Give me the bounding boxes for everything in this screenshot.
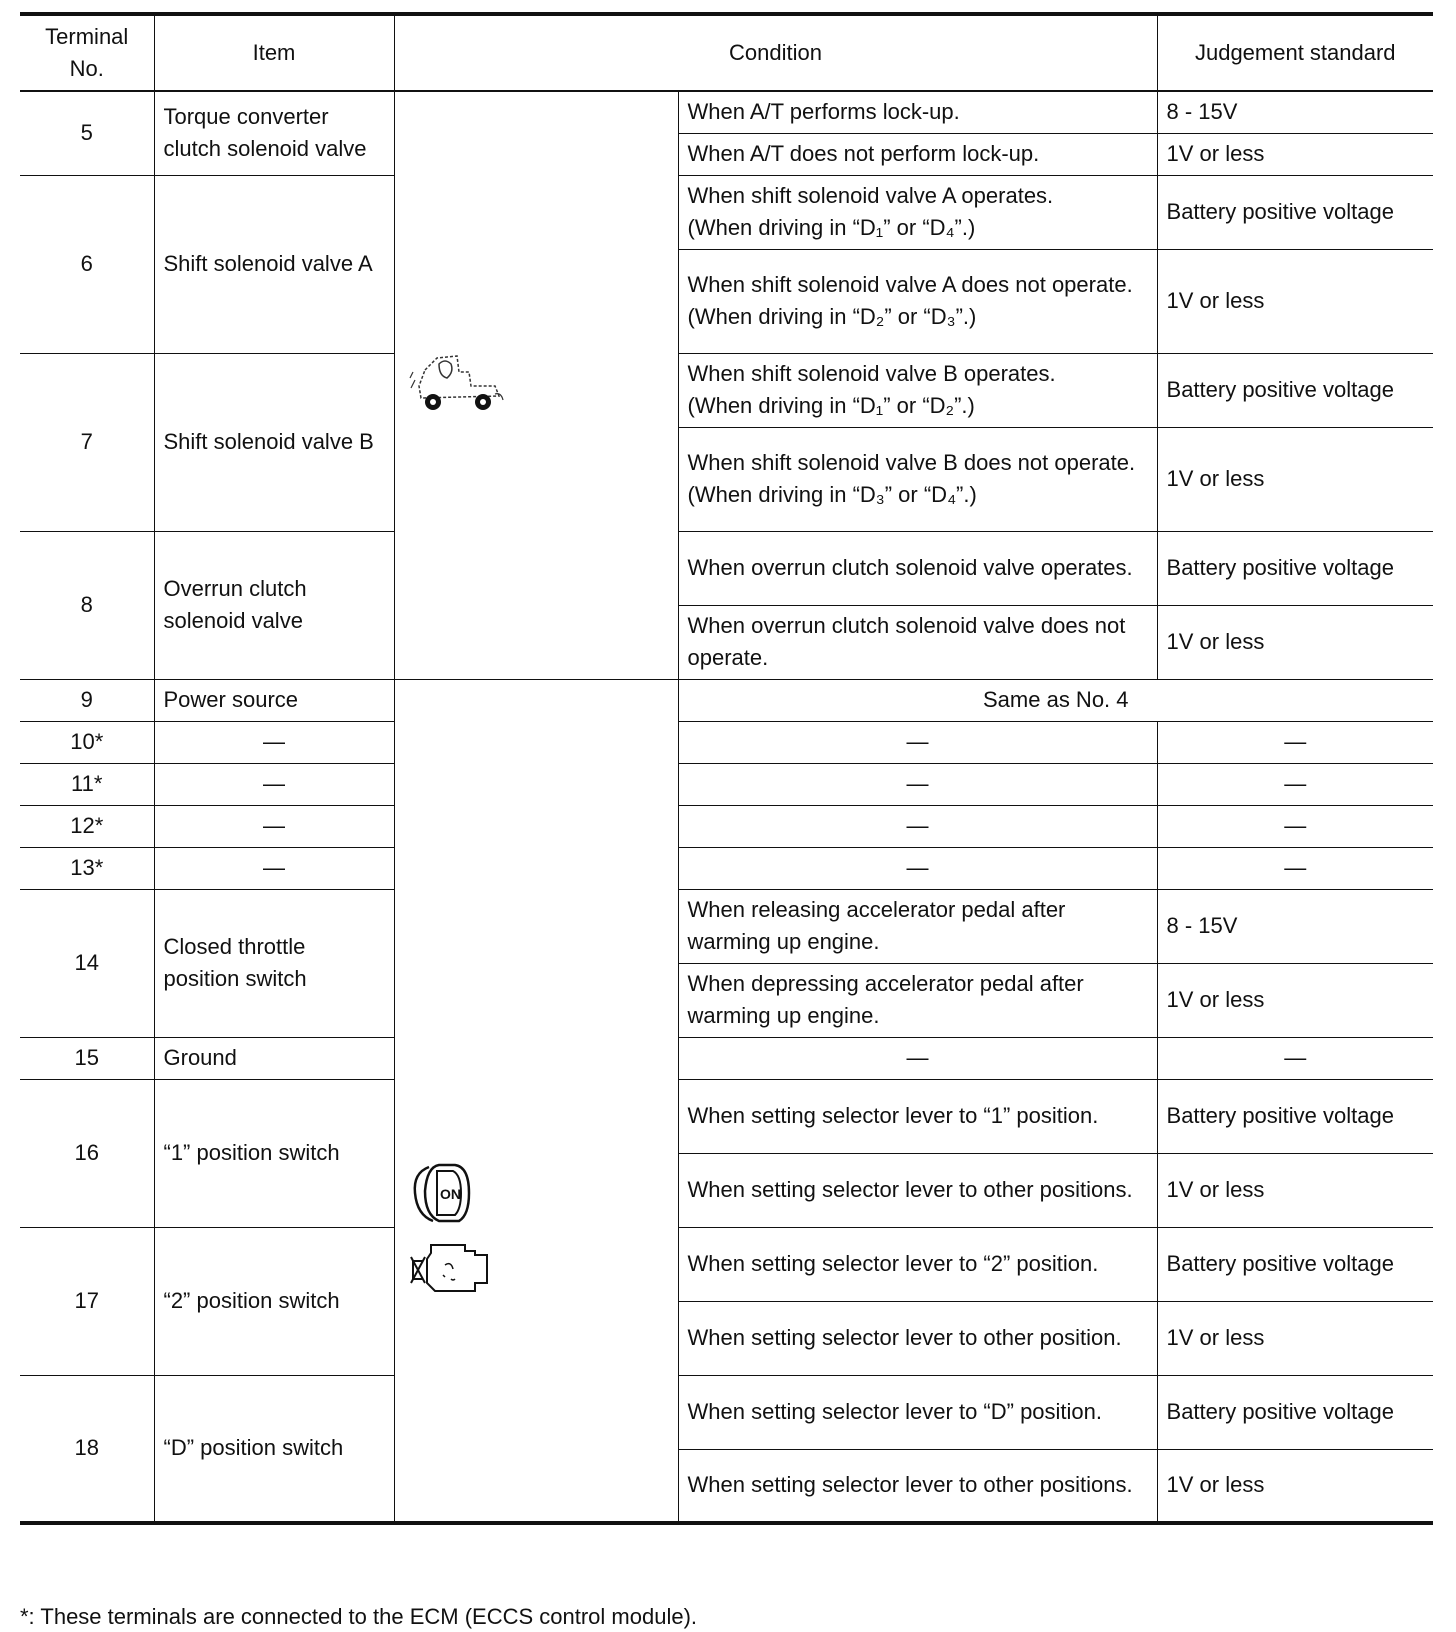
- judgement-value: Battery positive voltage: [1157, 1227, 1433, 1301]
- terminal-no: 13*: [20, 847, 154, 889]
- terminal-no: 11*: [20, 763, 154, 805]
- item-name: “D” position switch: [154, 1375, 394, 1523]
- condition-text: When overrun clutch solenoid valve operates.: [678, 531, 1157, 605]
- terminal-no: 7: [20, 353, 154, 531]
- judgement-value: 1V or less: [1157, 1153, 1433, 1227]
- terminal-no: 15: [20, 1037, 154, 1079]
- condition-text: [678, 353, 1157, 427]
- table-row: [20, 531, 1433, 605]
- condition-text: When setting selector lever to other positions.: [678, 1449, 1157, 1523]
- item-name: —: [154, 805, 394, 847]
- judgement-value: 1V or less: [1157, 427, 1433, 531]
- item-name: “2” position switch: [154, 1227, 394, 1375]
- table-row: [20, 1227, 1433, 1301]
- item-name: Ground: [154, 1037, 394, 1079]
- judgement-value: 8 - 15V: [1157, 91, 1433, 133]
- judgement-value: —: [1157, 847, 1433, 889]
- judgement-value: 1V or less: [1157, 249, 1433, 353]
- table-row: [20, 763, 1433, 805]
- condition-text: —: [678, 763, 1157, 805]
- condition-text: —: [678, 847, 1157, 889]
- judgement-value: —: [1157, 763, 1433, 805]
- condition-text: When setting selector lever to other positions.: [678, 1153, 1157, 1227]
- condition-text: —: [678, 721, 1157, 763]
- condition-text: When setting selector lever to other position.: [678, 1301, 1157, 1375]
- condition-main: When shift solenoid valve B does not operate.: [687, 450, 1136, 475]
- item-name: Closed throttle position switch: [154, 889, 394, 1037]
- table-row: [20, 721, 1433, 763]
- item-name: —: [154, 763, 394, 805]
- judgement-value: 1V or less: [1157, 963, 1433, 1037]
- terminal-table: [20, 12, 1433, 1525]
- judgement-value: Battery positive voltage: [1157, 531, 1433, 605]
- terminal-no: 10*: [20, 721, 154, 763]
- judgement-value: Battery positive voltage: [1157, 353, 1433, 427]
- icon-cell-ignition-engine: [394, 679, 678, 1523]
- terminal-no: 8: [20, 531, 154, 679]
- condition-text: When overrun clutch solenoid valve does not operate.: [678, 605, 1157, 679]
- terminal-no: 14: [20, 889, 154, 1037]
- terminal-no: 6: [20, 175, 154, 353]
- condition-main: When shift solenoid valve A operates.: [687, 183, 1054, 208]
- condition-drive: (When driving in “D₁” or “D₂”.): [687, 393, 975, 418]
- judgement-value: —: [1157, 805, 1433, 847]
- item-name: Shift solenoid valve A: [154, 175, 394, 353]
- terminal-no: 17: [20, 1227, 154, 1375]
- item-name: —: [154, 721, 394, 763]
- condition-drive: (When driving in “D₃” or “D₄”.): [687, 482, 977, 507]
- table-row: [20, 679, 1433, 721]
- condition-drive: (When driving in “D₁” or “D₄”.): [687, 215, 976, 240]
- table-row: [20, 1079, 1433, 1153]
- condition-same-as: Same as No. 4: [678, 679, 1433, 721]
- judgement-value: Battery positive voltage: [1157, 175, 1433, 249]
- ignition-on-key-icon: [409, 1161, 479, 1225]
- header-terminal-no: Terminal No.: [20, 14, 154, 91]
- condition-text: —: [678, 805, 1157, 847]
- judgement-value: 1V or less: [1157, 133, 1433, 175]
- table-row: [20, 805, 1433, 847]
- item-name: —: [154, 847, 394, 889]
- condition-text: When releasing accelerator pedal after warming up engine.: [678, 889, 1157, 963]
- item-name: Overrun clutch solenoid valve: [154, 531, 394, 679]
- judgement-value: 8 - 15V: [1157, 889, 1433, 963]
- condition-text: —: [678, 1037, 1157, 1079]
- table-header-row: [20, 14, 1433, 91]
- svg-text:ON: ON: [439, 1186, 461, 1203]
- condition-text: When A/T performs lock-up.: [678, 91, 1157, 133]
- judgement-value: —: [1157, 721, 1433, 763]
- condition-text: When A/T does not perform lock-up.: [678, 133, 1157, 175]
- judgement-value: 1V or less: [1157, 605, 1433, 679]
- item-name: Power source: [154, 679, 394, 721]
- engine-icon: [409, 1239, 493, 1299]
- terminal-no: 16: [20, 1079, 154, 1227]
- condition-text: When setting selector lever to “1” position.: [678, 1079, 1157, 1153]
- condition-text: When setting selector lever to “D” position.: [678, 1375, 1157, 1449]
- condition-text: When setting selector lever to “2” position.: [678, 1227, 1157, 1301]
- table-row: [20, 889, 1433, 963]
- terminal-no: 9: [20, 679, 154, 721]
- judgement-value: 1V or less: [1157, 1449, 1433, 1523]
- item-name: “1” position switch: [154, 1079, 394, 1227]
- condition-text: When depressing accelerator pedal after warming up engine.: [678, 963, 1157, 1037]
- judgement-value: Battery positive voltage: [1157, 1079, 1433, 1153]
- table-row: [20, 1375, 1433, 1449]
- table-row: [20, 847, 1433, 889]
- judgement-value: Battery positive voltage: [1157, 1375, 1433, 1449]
- icon-cell-driving: [394, 91, 678, 679]
- item-name: Torque converter clutch solenoid valve: [154, 91, 394, 175]
- judgement-value: 1V or less: [1157, 1301, 1433, 1375]
- item-name: Shift solenoid valve B: [154, 353, 394, 531]
- vehicle-driving-icon: [409, 350, 509, 420]
- condition-text: [678, 249, 1157, 353]
- table-row: [20, 91, 1433, 133]
- condition-main: When shift solenoid valve A does not operate.: [687, 272, 1133, 297]
- terminal-no: 12*: [20, 805, 154, 847]
- condition-main: When shift solenoid valve B operates.: [687, 361, 1056, 386]
- header-item: Item: [154, 14, 394, 91]
- judgement-value: —: [1157, 1037, 1433, 1079]
- terminal-no: 18: [20, 1375, 154, 1523]
- table-row: [20, 353, 1433, 427]
- condition-text: [678, 427, 1157, 531]
- footnote: *: These terminals are connected to the ECM (ECCS control module).: [20, 1604, 698, 1629]
- condition-drive: (When driving in “D₂” or “D₃”.): [687, 304, 977, 329]
- table-row: [20, 175, 1433, 249]
- header-judgement: Judgement standard: [1157, 14, 1433, 91]
- condition-text: [678, 175, 1157, 249]
- terminal-no: 5: [20, 91, 154, 175]
- table-row: [20, 1037, 1433, 1079]
- header-condition: Condition: [394, 14, 1157, 91]
